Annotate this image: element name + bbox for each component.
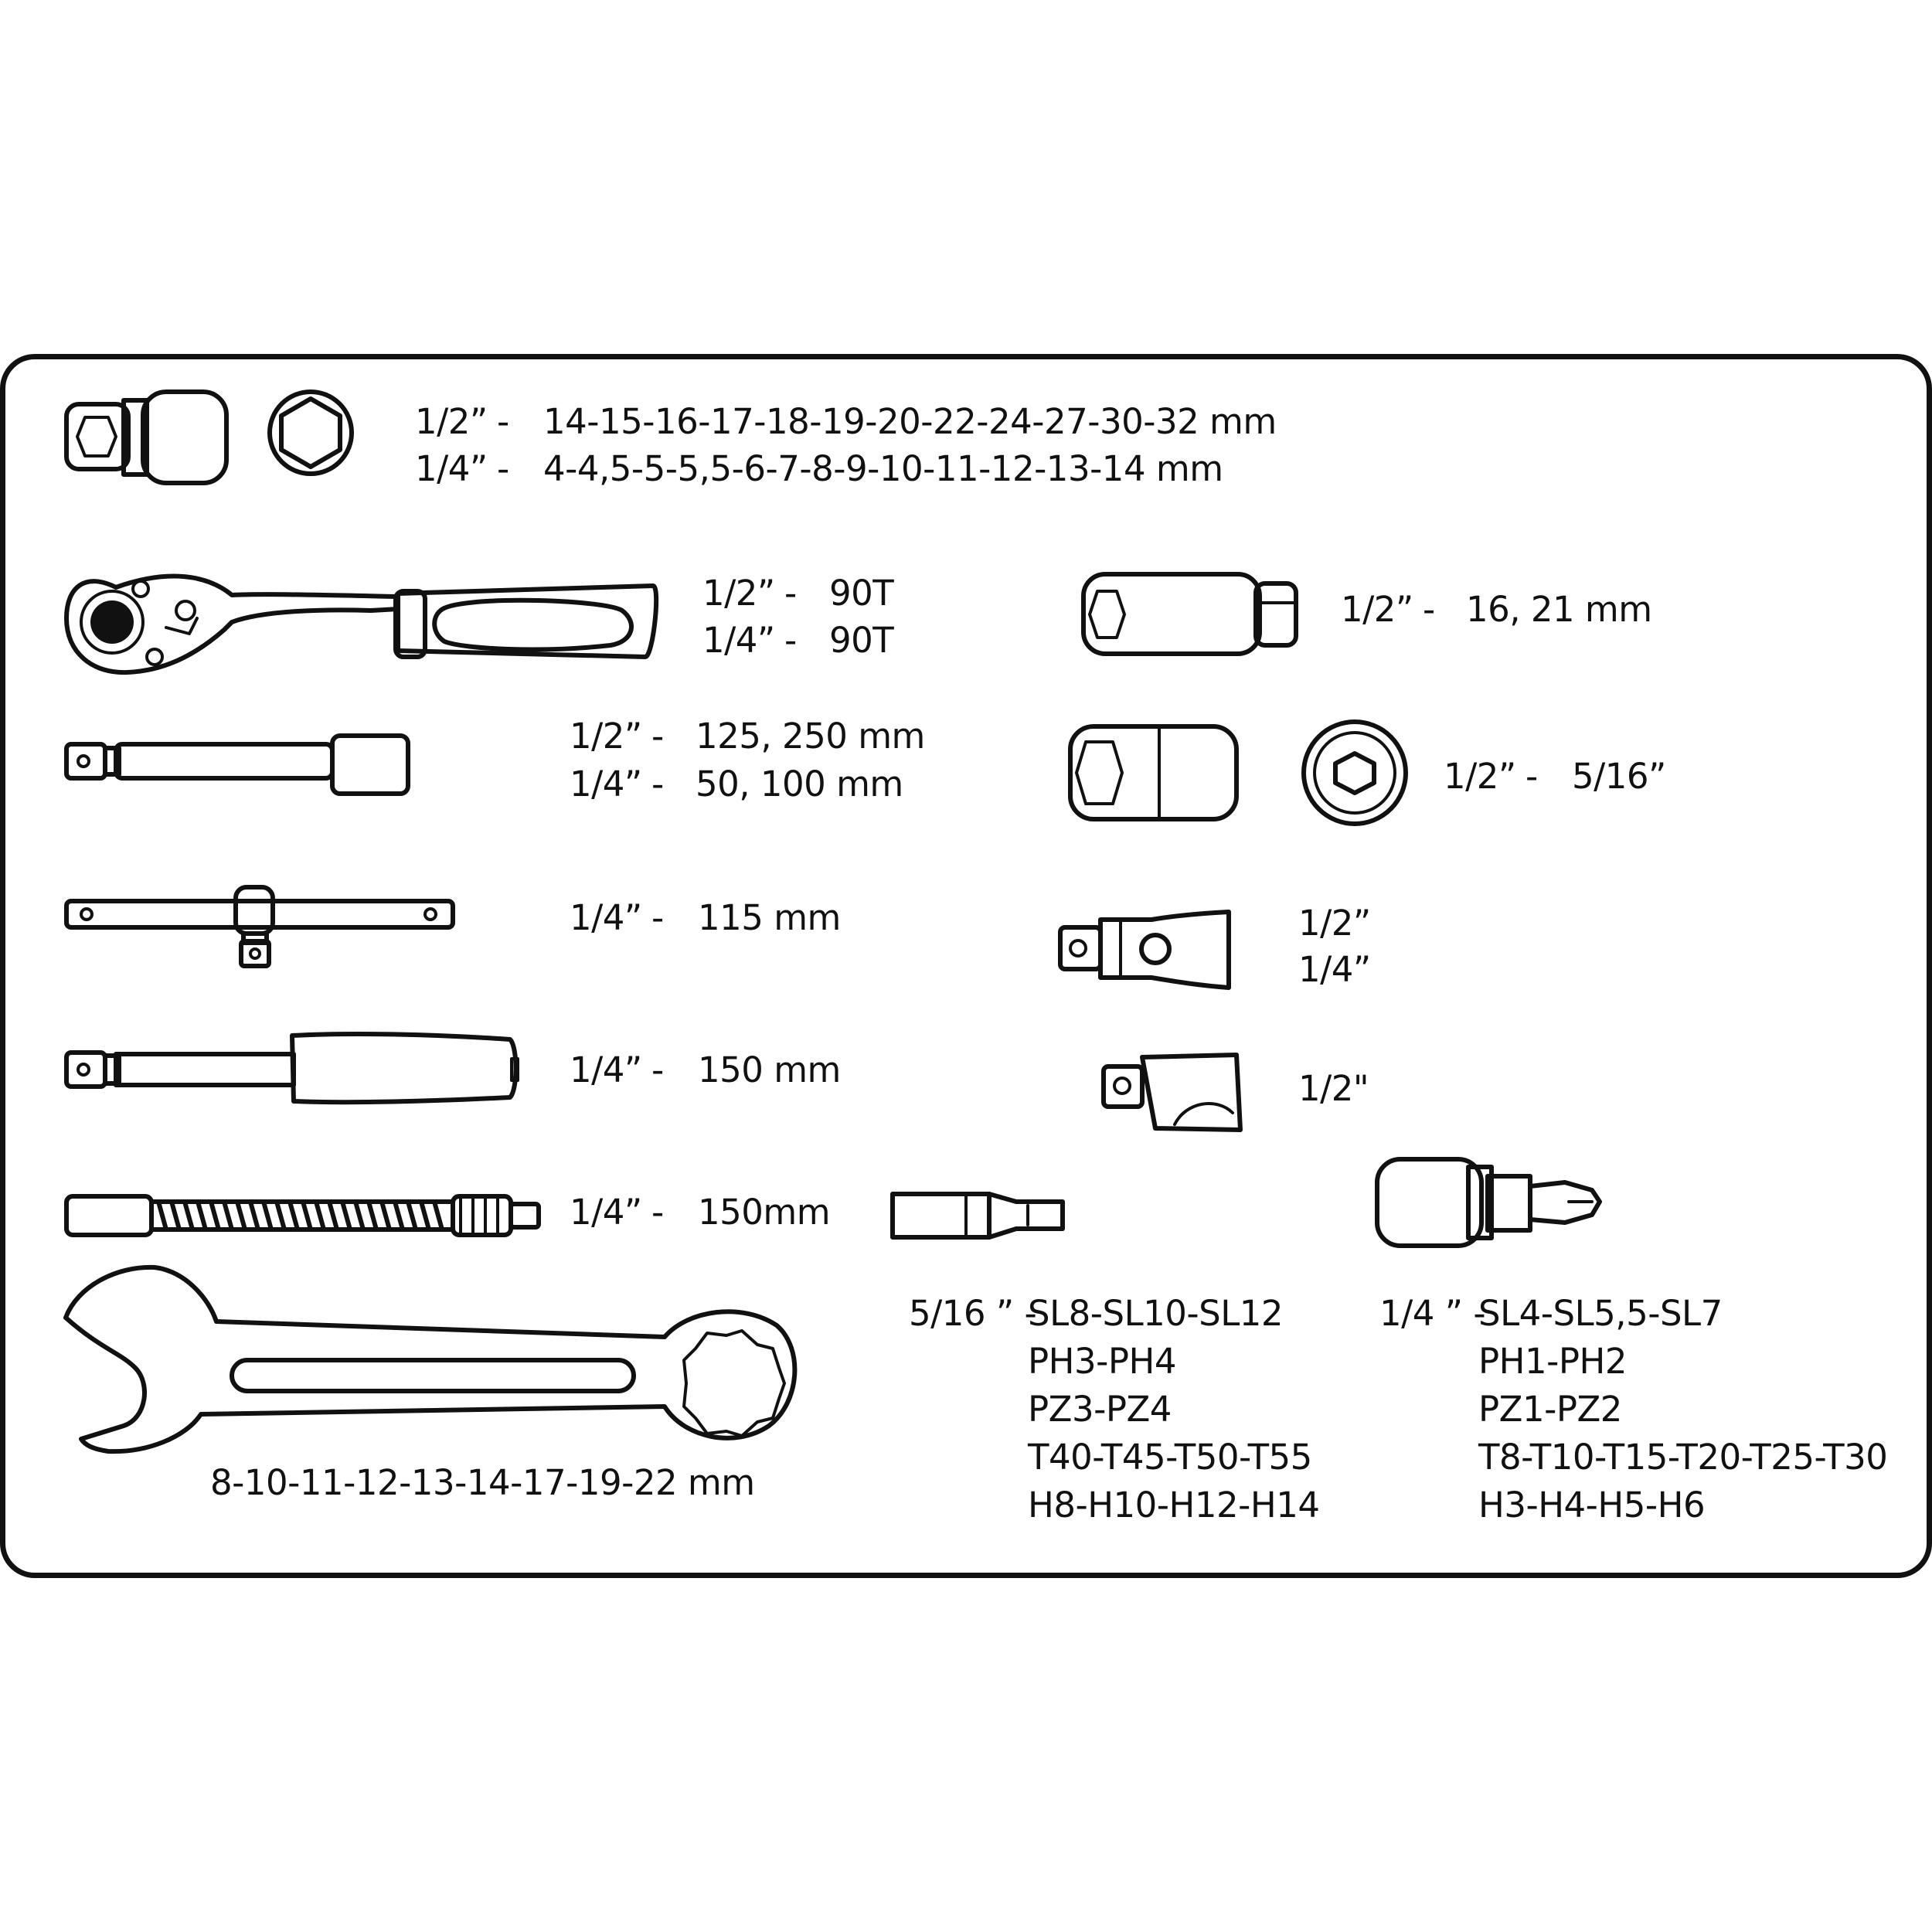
extension-size-1: 1/2” <box>570 716 642 757</box>
adapter-icon <box>1104 1055 1240 1130</box>
extension-bar-icon <box>66 736 408 794</box>
socket-half-inch-sep: - <box>497 401 509 442</box>
t-handle-icon <box>66 887 453 966</box>
spinner-size: 1/4” <box>570 1049 642 1090</box>
adapter-size: 1/2" <box>1298 1068 1369 1109</box>
bits-5-16-line: SL8-SL10-SL12 <box>1028 1293 1284 1334</box>
flex-extension-icon <box>66 1196 539 1235</box>
socket-quarter-inch-sep: - <box>497 448 509 489</box>
bits-1-4-line: H3-H4-H5-H6 <box>1478 1485 1706 1526</box>
slotted-bit-icon <box>893 1194 1063 1237</box>
bits-5-16-line: T40-T45-T50-T55 <box>1028 1437 1312 1478</box>
wrench-sizes: 8-10-11-12-13-14-17-19-22 mm <box>210 1462 755 1503</box>
ratchet-teeth-1: 90T <box>829 573 894 614</box>
bits-1-4-prefix: 1/4 ” - <box>1379 1293 1486 1334</box>
universal-joint-size-1: 1/2” <box>1298 903 1371 944</box>
socket-quarter-inch-size: 1/4” <box>415 448 488 489</box>
deep-socket-size: 1/2” <box>1341 589 1413 630</box>
universal-joint-size-2: 1/4” <box>1298 949 1371 990</box>
bits-5-16-line: PZ3-PZ4 <box>1028 1389 1172 1430</box>
torx-bit-socket-icon <box>1377 1159 1600 1246</box>
extension-size-2: 1/4” <box>570 764 642 804</box>
spinner-handle-icon <box>66 1034 518 1102</box>
bit-adapter-sep: - <box>1526 756 1538 797</box>
socket-front-icon <box>270 392 352 474</box>
bits-5-16-prefix: 5/16 ” - <box>909 1293 1037 1334</box>
combination-wrench-icon <box>66 1267 794 1451</box>
socket-quarter-inch-sizes: 4-4,5-5-5,5-6-7-8-9-10-11-12-13-14 mm <box>543 448 1223 489</box>
ratchet-teeth-2: 90T <box>829 620 894 661</box>
socket-half-inch-size: 1/2” <box>415 401 488 442</box>
spinner-sep: - <box>651 1049 664 1090</box>
extension-sep-1: - <box>651 716 664 757</box>
universal-joint-icon <box>1060 912 1229 988</box>
flex-length: 150mm <box>698 1192 831 1233</box>
bits-1-4-line: T8-T10-T15-T20-T25-T30 <box>1478 1437 1888 1478</box>
ratchet-sep-1: - <box>784 573 797 614</box>
t-handle-sep: - <box>651 897 664 938</box>
extension-length-2: 50, 100 mm <box>696 764 903 804</box>
bits-1-4-line: PH1-PH2 <box>1478 1341 1627 1382</box>
deep-socket-sep: - <box>1423 589 1435 630</box>
deep-socket-icon <box>1083 574 1296 654</box>
deep-socket-sizes: 16, 21 mm <box>1466 589 1652 630</box>
ratchet-size-1: 1/2” <box>702 573 775 614</box>
socket-half-inch-sizes: 14-15-16-17-18-19-20-22-24-27-30-32 mm <box>543 401 1277 442</box>
extension-sep-2: - <box>651 764 664 804</box>
t-handle-length: 115 mm <box>698 897 841 938</box>
bit-adapter-bit-size: 5/16” <box>1572 756 1666 797</box>
bits-1-4-line: PZ1-PZ2 <box>1478 1389 1622 1430</box>
bits-5-16-line: H8-H10-H12-H14 <box>1028 1485 1320 1526</box>
socket-side-icon <box>66 392 226 483</box>
ratchet-icon <box>66 577 656 673</box>
extension-length-1: 125, 250 mm <box>696 716 925 757</box>
bits-5-16-line: PH3-PH4 <box>1028 1341 1176 1382</box>
t-handle-size: 1/4” <box>570 897 642 938</box>
flex-size: 1/4” <box>570 1192 642 1233</box>
spinner-length: 150 mm <box>698 1049 841 1090</box>
flex-sep: - <box>651 1192 664 1233</box>
bits-1-4-line: SL4-SL5,5-SL7 <box>1478 1293 1723 1334</box>
ratchet-sep-2: - <box>784 620 797 661</box>
bit-adapter-size: 1/2” <box>1444 756 1516 797</box>
bit-adapter-icon <box>1070 722 1406 824</box>
ratchet-size-2: 1/4” <box>702 620 775 661</box>
